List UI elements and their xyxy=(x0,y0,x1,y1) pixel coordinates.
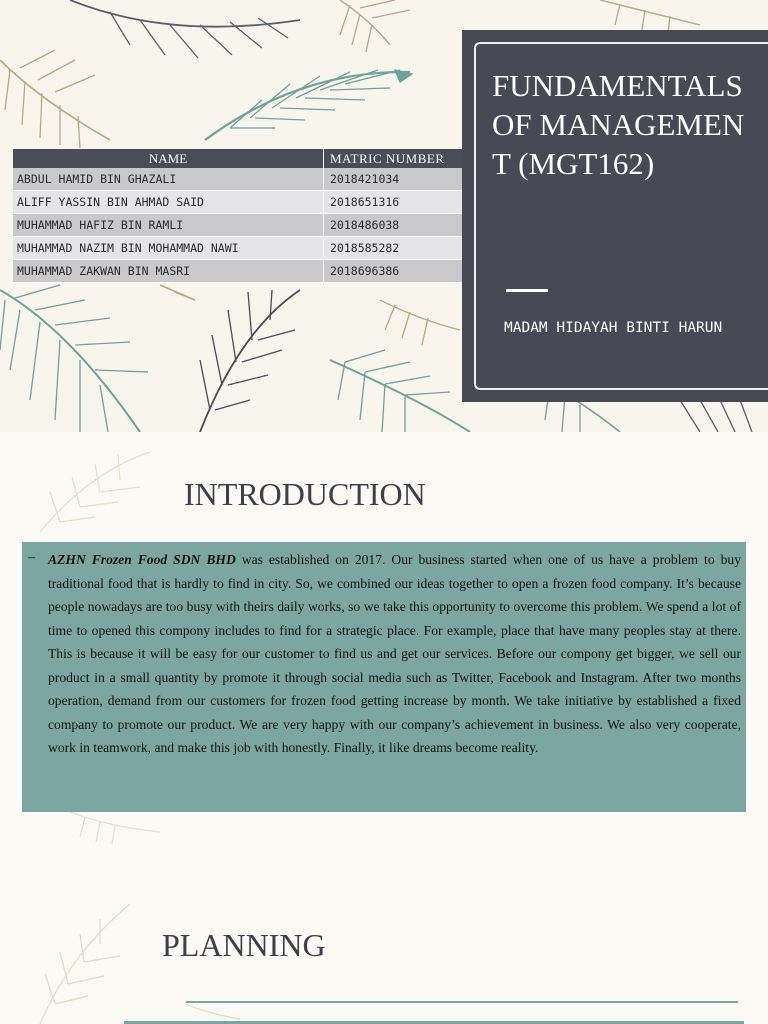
table-row xyxy=(13,168,471,191)
column-header-matric: MATRIC NUMBER xyxy=(324,149,471,168)
member-name: MUHAMMAD HAFIZ BIN RAMLI xyxy=(13,214,324,237)
lecturer-name: MADAM HIDAYAH BINTI HARUN xyxy=(504,320,723,336)
introduction-body: was established on 2017. Our business started when one of us have a problem to buy traditional food that is hardly to find in city. So, we combined our ideas together to open a frozen food company. It’s because people nowadays are too busy with theirs daily works, so we take this opportunity to overcome this problem. We spend a lot of time to opened this compony includes to find for a strategic place. For example, place that have many peoples stay at there. This is because it will be easy for our customer to find us and get our services. Before our compony get bigger, we sell our product in a small quantity by promote it through social media such as Twitter, Facebook and Instagram. After two months operation, demand from our customers for frozen food getting increase by month. We take initiative by established a fixed company to promote our product. We are very happy with our company’s achievement in business. We also very cooperate, work in teamwork, and make this job with honestly. Finally, it like dreams become reality. xyxy=(48,552,741,755)
feather-decoration xyxy=(205,70,412,140)
member-name: ALIFF YASSIN BIN AHMAD SAID xyxy=(13,191,324,214)
table-row xyxy=(13,237,471,260)
member-name: ABDUL HAMID BIN GHAZALI xyxy=(13,168,324,191)
table-row xyxy=(13,260,471,283)
feather-decoration xyxy=(0,285,148,432)
introduction-slide xyxy=(0,432,768,864)
member-matric: 2018696386 xyxy=(324,260,471,283)
member-matric: 2018651316 xyxy=(324,191,471,214)
bullet-dash: – xyxy=(28,550,35,565)
feather-decoration xyxy=(680,400,752,432)
company-name: AZHN Frozen Food SDN BHD xyxy=(48,552,236,567)
introduction-paragraph xyxy=(48,548,741,760)
member-matric: 2018585282 xyxy=(324,237,471,260)
table-header-row xyxy=(13,149,471,168)
member-table xyxy=(13,149,471,283)
title-divider xyxy=(506,289,548,292)
feather-decoration xyxy=(200,290,300,432)
planning-divider xyxy=(186,1001,738,1003)
feather-background xyxy=(0,864,768,1024)
introduction-heading: INTRODUCTION xyxy=(184,476,426,512)
column-header-name: NAME xyxy=(13,149,324,168)
planning-slide xyxy=(0,864,768,1024)
member-name: MUHAMMAD NAZIM BIN MOHAMMAD NAWI xyxy=(13,237,324,260)
table-row xyxy=(13,191,471,214)
cover-slide xyxy=(0,0,768,432)
course-title: FUNDAMENTALS OF MANAGEMENT (MGT162) xyxy=(492,68,745,181)
feather-decoration xyxy=(70,0,300,58)
member-matric: 2018486038 xyxy=(324,214,471,237)
planning-heading: PLANNING xyxy=(162,927,326,963)
table-row xyxy=(13,214,471,237)
member-matric: 2018421034 xyxy=(324,168,471,191)
member-name: MUHAMMAD ZAKWAN BIN MASRI xyxy=(13,260,324,283)
title-card xyxy=(462,30,768,402)
